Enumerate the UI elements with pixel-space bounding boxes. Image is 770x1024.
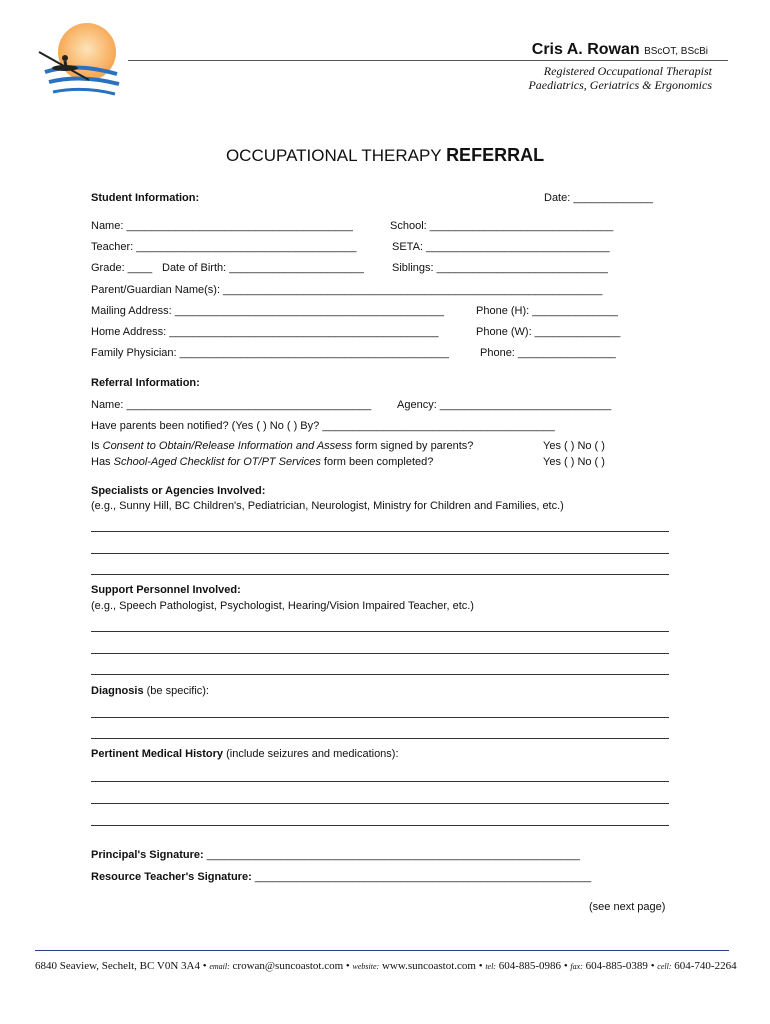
title-part-1: OCCUPATIONAL THERAPY <box>225 146 442 165</box>
consent-post: form signed by parents? <box>352 440 474 452</box>
physician-field[interactable]: Family Physician: ____________________________________________ <box>91 347 449 359</box>
physician-phone-field[interactable]: Phone: ________________ <box>480 347 616 359</box>
diagnosis-note: (be specific): <box>143 685 209 697</box>
teacher-field[interactable]: Teacher: ____________________________________ <box>91 241 357 253</box>
specialists-heading: Specialists or Agencies Involved: <box>91 485 266 497</box>
referrer-name-field[interactable]: Name: ________________________________________ <box>91 399 372 411</box>
mailing-address-field[interactable]: Mailing Address: ____________________________________________ <box>91 305 444 317</box>
checklist-pre: Has <box>91 456 114 468</box>
consent-question <box>91 440 473 452</box>
footer-fax: 604-885-0389 <box>585 960 648 972</box>
support-example: (e.g., Speech Pathologist, Psychologist, Hearing/Vision Impaired Teacher, etc.) <box>91 600 474 612</box>
medical-history-heading <box>91 748 399 760</box>
dob-field[interactable]: Date of Birth: ______________________ <box>162 262 364 274</box>
header-rule <box>128 60 728 61</box>
checklist-question <box>91 456 433 468</box>
diagnosis-heading <box>91 685 209 697</box>
therapist-specialties: Paediatrics, Geriatrics & Ergonomics <box>528 78 712 92</box>
footer-contact: 6840 Seaview, Sechelt, BC V0N 3A4 • email: crowan@suncoastot.com • website: www.suncoastot.com • tel: 604-885-0986 • fax: 604-885-0389 • cell: 604-740-2264 <box>35 960 737 972</box>
support-line-3[interactable] <box>91 674 669 675</box>
home-address-field[interactable]: Home Address: ____________________________________________ <box>91 326 439 338</box>
resource-signature-label: Resource Teacher's Signature: <box>91 871 252 883</box>
school-field[interactable]: School: ______________________________ <box>390 220 614 232</box>
footer-cell: 604-740-2264 <box>674 960 737 972</box>
checklist-yes-no[interactable]: Yes ( ) No ( ) <box>543 456 605 468</box>
checklist-post: form been completed? <box>320 456 434 468</box>
principal-signature[interactable] <box>91 849 580 861</box>
principal-signature-line[interactable]: _____________________________________________________________ <box>206 849 580 861</box>
footer-tel-label: tel: <box>485 962 496 971</box>
therapist-name <box>532 41 708 59</box>
footer-website[interactable]: www.suncoastot.com <box>381 960 476 972</box>
diagnosis-label: Diagnosis <box>91 685 144 697</box>
resource-signature-line[interactable]: _______________________________________________________ <box>254 871 592 883</box>
referral-info-heading: Referral Information: <box>91 377 200 389</box>
specialists-line-3[interactable] <box>91 574 669 575</box>
student-info-heading: Student Information: <box>91 192 200 204</box>
grade-field[interactable]: Grade: ____ <box>91 262 153 274</box>
footer-tel: 604-885-0986 <box>498 960 562 972</box>
footer-email-label: email: <box>209 962 230 971</box>
diagnosis-line-1[interactable] <box>91 717 669 718</box>
phone-work-field[interactable]: Phone (W): ______________ <box>476 326 621 338</box>
parents-notified-field[interactable]: Have parents been notified? (Yes ( ) No ( ) By? ______________________________________ <box>91 420 555 432</box>
name-text: Cris A. Rowan <box>531 41 640 58</box>
support-line-2[interactable] <box>91 653 669 654</box>
phone-home-field[interactable]: Phone (H): ______________ <box>476 305 618 317</box>
footer-rule <box>35 950 729 951</box>
therapist-title: Registered Occupational Therapist <box>543 64 712 78</box>
medical-note: (include seizures and medications): <box>223 748 399 760</box>
checklist-form-name: School-Aged Checklist for OT/PT Services <box>113 456 321 468</box>
credentials: BScOT, BScBi <box>644 46 708 57</box>
footer-fax-label: fax: <box>570 962 583 971</box>
title-part-2: REFERRAL <box>446 145 545 165</box>
principal-signature-label: Principal's Signature: <box>91 849 204 861</box>
student-name-field[interactable]: Name: _____________________________________ <box>91 220 353 232</box>
medical-label: Pertinent Medical History <box>91 748 224 760</box>
consent-form-name: Consent to Obtain/Release Information and Assess <box>102 440 353 452</box>
consent-pre: Is <box>91 440 103 452</box>
resource-teacher-signature[interactable] <box>91 871 591 883</box>
support-heading: Support Personnel Involved: <box>91 584 241 596</box>
support-line-1[interactable] <box>91 631 669 632</box>
date-field[interactable]: Date: _____________ <box>544 192 653 204</box>
medical-line-2[interactable] <box>91 803 669 804</box>
siblings-field[interactable]: Siblings: ____________________________ <box>392 262 608 274</box>
medical-line-3[interactable] <box>91 825 669 826</box>
guardian-field[interactable]: Parent/Guardian Name(s): ______________________________________________________________ <box>91 284 603 296</box>
page-title <box>0 145 770 166</box>
footer-cell-label: cell: <box>657 962 672 971</box>
logo-icon <box>35 22 127 102</box>
medical-line-1[interactable] <box>91 781 669 782</box>
footer-address: 6840 Seaview, Sechelt, BC V0N 3A4 <box>35 960 200 972</box>
specialists-line-1[interactable] <box>91 531 669 532</box>
specialists-line-2[interactable] <box>91 553 669 554</box>
agency-field[interactable]: Agency: ____________________________ <box>397 399 612 411</box>
footer-website-label: website: <box>352 962 380 971</box>
see-next-page: (see next page) <box>589 901 666 913</box>
consent-yes-no[interactable]: Yes ( ) No ( ) <box>543 440 605 452</box>
seta-field[interactable]: SETA: ______________________________ <box>392 241 610 253</box>
specialists-example: (e.g., Sunny Hill, BC Children's, Pediatrician, Neurologist, Ministry for Children and Families, etc.) <box>91 500 564 512</box>
footer-email[interactable]: crowan@suncoastot.com <box>232 960 344 972</box>
diagnosis-line-2[interactable] <box>91 738 669 739</box>
